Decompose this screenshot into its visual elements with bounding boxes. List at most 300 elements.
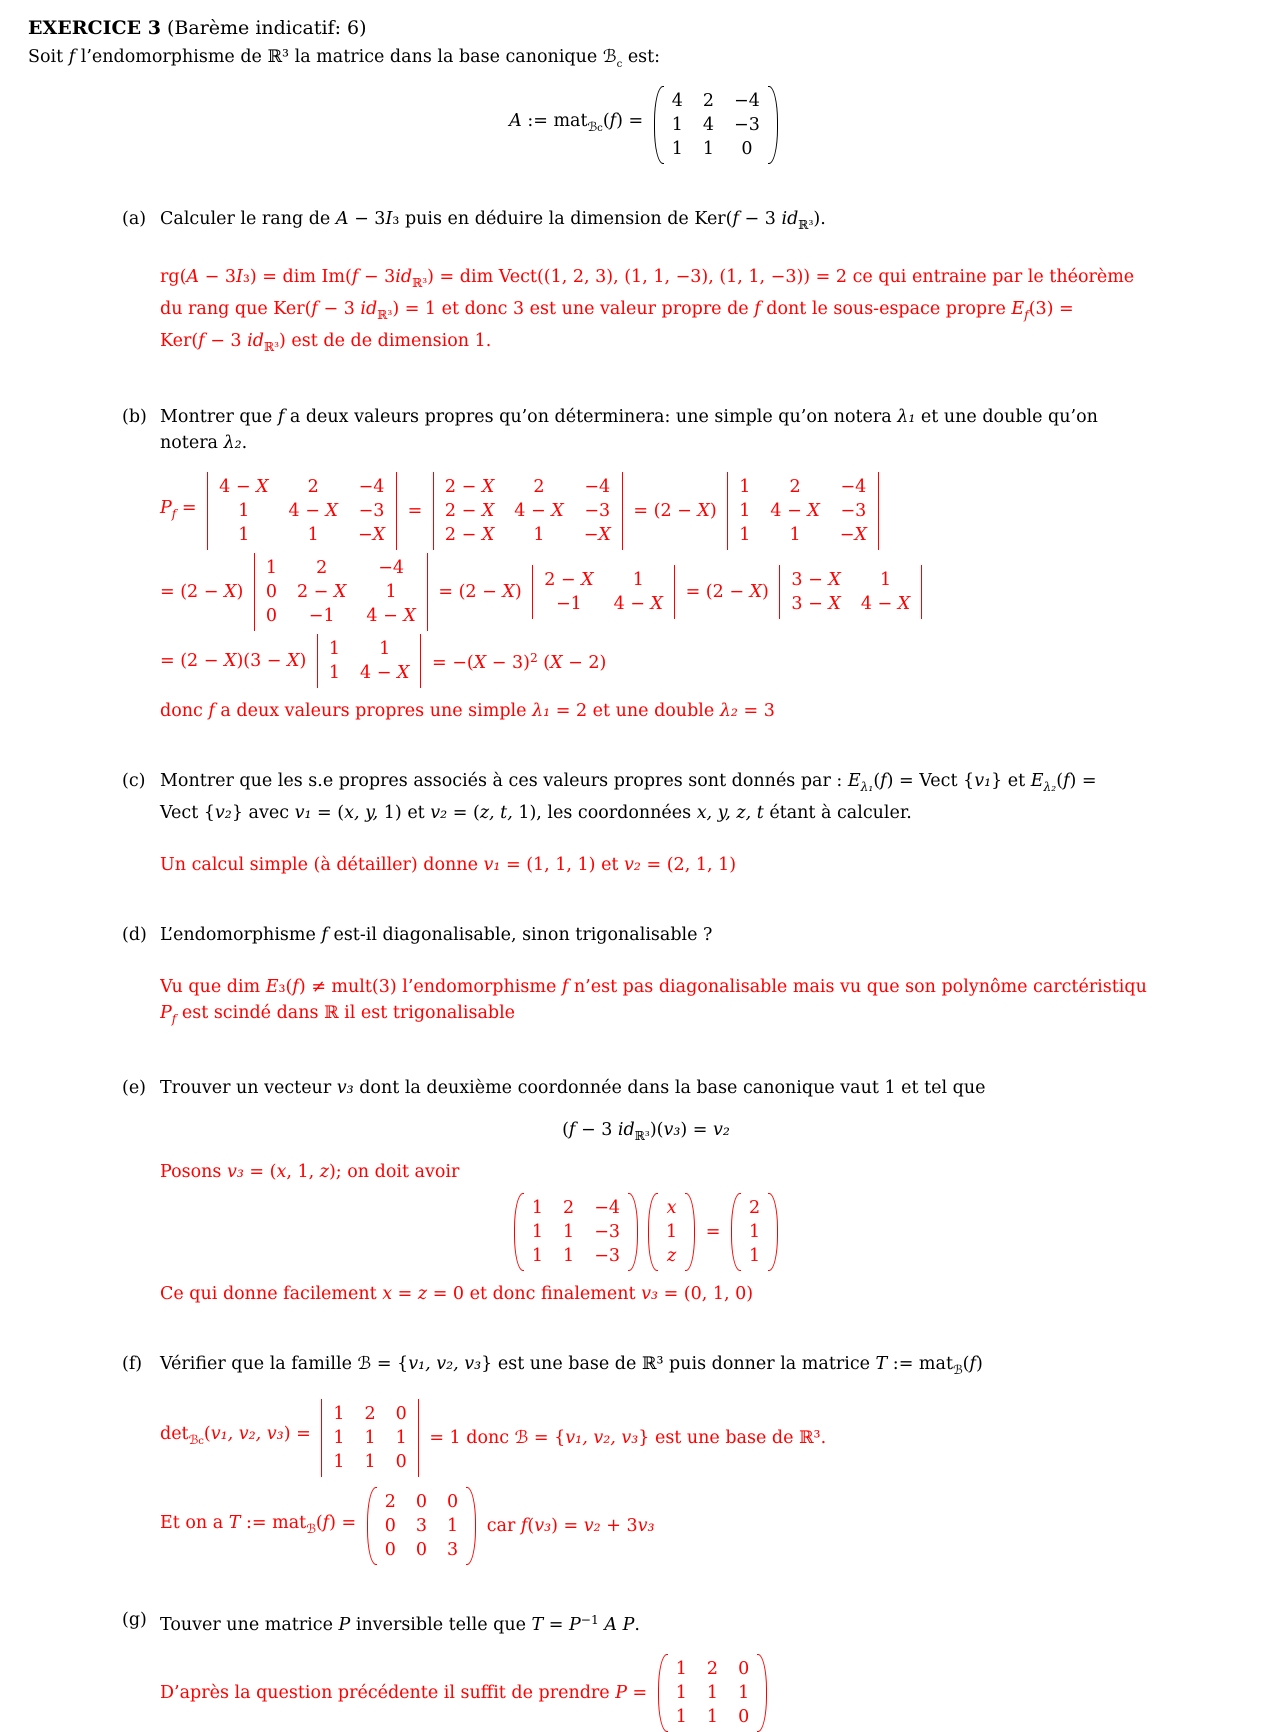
item-label-a: (a) xyxy=(122,209,147,230)
text-segment: ℝ³ xyxy=(634,1129,650,1144)
math-run xyxy=(160,433,247,453)
text-segment: ) xyxy=(514,581,528,602)
text-segment: f xyxy=(1063,770,1070,791)
answer-e-intro xyxy=(160,1159,1264,1185)
text-segment: id xyxy=(395,266,413,287)
text-segment: ( xyxy=(962,1354,970,1375)
equation-line xyxy=(160,1399,1264,1477)
left-paren xyxy=(654,86,664,164)
matrix-cell: −3 xyxy=(358,500,385,521)
math-run xyxy=(562,1117,730,1149)
text-segment: ₃ xyxy=(278,976,286,997)
answer-e-conclusion xyxy=(160,1281,1264,1307)
text-segment: ) = xyxy=(680,1120,713,1141)
right-paren xyxy=(685,1193,695,1271)
matrix-cell: 1 xyxy=(379,638,391,659)
text-line xyxy=(160,922,1264,948)
matrix-cell: 1 xyxy=(238,500,250,521)
text-segment: rg( xyxy=(160,266,187,287)
text-segment: = xyxy=(700,1222,726,1243)
text-segment: ( xyxy=(285,976,293,997)
text-segment: = 2 et une double xyxy=(550,700,720,721)
text-segment: ) xyxy=(762,581,775,602)
text-segment: − 3 xyxy=(348,209,386,230)
matrix-cell: 2 xyxy=(706,1659,719,1680)
text-segment: X xyxy=(473,653,487,674)
matrix-cell: 1 xyxy=(706,1683,719,1704)
text-segment: v₁, v₂, v₃ xyxy=(565,1428,639,1449)
determinant-D2 xyxy=(433,472,623,550)
item-body xyxy=(160,1075,1264,1101)
text-segment: a deux valeurs propres une simple xyxy=(214,700,533,721)
text-segment: = (2, 1, 1) xyxy=(640,854,737,875)
text-segment: ) = dim Vect((1, 2, 3), (1, 1, −3), (1, 1, −3)) = 2 ce qui entraine par le théorème xyxy=(427,266,1135,287)
text-line xyxy=(160,1281,1264,1307)
answer-a xyxy=(160,264,1264,360)
answer-d xyxy=(160,974,1264,1032)
text-segment: ) = Vect { xyxy=(886,770,975,791)
text-segment: f xyxy=(732,209,739,230)
text-segment: E xyxy=(265,976,279,997)
matrix-cell: −1 xyxy=(308,605,335,626)
matrix-cell: 2 xyxy=(316,557,328,578)
text-segment: ) xyxy=(299,650,312,671)
determinant-D3 xyxy=(727,472,879,550)
text-segment: 1), les coordonnées xyxy=(512,802,697,823)
matrix-cell: 4 − X xyxy=(860,593,911,614)
text-segment: f xyxy=(208,700,215,721)
text-segment: z xyxy=(319,1162,329,1183)
text-segment: Trouver un vecteur xyxy=(160,1078,337,1099)
text-segment: ₃ xyxy=(242,266,250,287)
text-segment: ℬ xyxy=(952,1363,963,1378)
text-segment: − 3 xyxy=(317,298,361,319)
matrix-cell: 4 − X xyxy=(360,662,410,683)
eq-f-T xyxy=(160,1487,1264,1565)
equation-line xyxy=(28,1193,1264,1271)
matrix-cell: 1 xyxy=(364,1428,376,1449)
text-segment: Montrer que les s.e propres associés à ces valeurs propres sont donnés par : xyxy=(160,770,848,791)
equation-line xyxy=(160,472,1264,550)
text-segment: ( xyxy=(1056,770,1064,791)
text-segment: v₃ xyxy=(637,1516,655,1537)
math-run xyxy=(160,1421,316,1455)
text-segment: ) = xyxy=(551,1516,584,1537)
text-segment: dont le sous-espace propre xyxy=(760,298,1012,319)
math-run xyxy=(160,1002,516,1026)
text-line xyxy=(160,800,1264,826)
matrix-cell: 4 − X xyxy=(770,500,820,521)
text-line xyxy=(28,44,1264,78)
matrix-cell: 0 xyxy=(395,1404,407,1425)
text-segment: f xyxy=(568,1120,576,1141)
text-segment: } est une base de ℝ³ puis donner la matrice xyxy=(481,1354,876,1375)
text-segment: = (2 − xyxy=(160,650,224,671)
text-segment: )( xyxy=(649,1120,664,1141)
item-body xyxy=(160,404,1264,456)
determinant-D7 xyxy=(317,634,422,688)
text-line xyxy=(160,206,1264,238)
math-run xyxy=(160,298,1074,322)
matrix-cell: 2 − X xyxy=(444,500,495,521)
intro xyxy=(28,44,1264,78)
math-run xyxy=(160,1510,362,1542)
text-segment: ( xyxy=(315,1513,323,1534)
item-g xyxy=(122,1607,1264,1638)
text-segment: ℝ³ xyxy=(263,339,280,354)
matrix-cell: 0 xyxy=(384,1540,396,1561)
matrix-cell: 4 − X xyxy=(288,500,338,521)
text-segment: inversible telle que xyxy=(350,1615,532,1636)
text-segment: T xyxy=(531,1615,544,1636)
text-segment: I xyxy=(235,266,243,287)
text-segment: Vect { xyxy=(160,802,215,823)
matrix-cell: −1 xyxy=(556,593,582,614)
text-segment: = ( xyxy=(311,802,345,823)
text-segment: id xyxy=(360,298,378,319)
matrix-cell: 1 xyxy=(238,524,250,545)
text-segment: ℬ xyxy=(602,47,617,67)
text-segment: I xyxy=(385,209,393,230)
math-run xyxy=(628,498,722,524)
text-segment: f xyxy=(171,1011,177,1026)
text-segment: f xyxy=(277,406,285,427)
matrix-P xyxy=(658,1654,767,1732)
item-label-c: (c) xyxy=(122,770,146,791)
text-segment: ) = xyxy=(283,1424,317,1445)
matrix-cell: 4 xyxy=(671,91,683,112)
text-segment: A xyxy=(509,111,522,132)
text-segment: v₃ xyxy=(663,1120,681,1141)
text-segment: 1) et xyxy=(378,802,431,823)
text-segment: f xyxy=(880,770,887,791)
math-run xyxy=(160,209,826,232)
matrix-cell: 2 − X xyxy=(444,476,495,497)
matrix-cell: 1 xyxy=(671,115,683,136)
matrix-cell: 0 xyxy=(738,1707,750,1728)
text-segment: ( xyxy=(203,1424,211,1445)
matrix-cell: 1 xyxy=(789,524,801,545)
text-segment: ). xyxy=(813,209,826,230)
text-segment: ( xyxy=(873,770,881,791)
text-segment: T xyxy=(875,1354,888,1375)
text-segment: = (2 − xyxy=(432,581,503,602)
text-segment: n’est pas diagonalisable mais vu que son polynôme carctéristiqu xyxy=(568,976,1147,997)
text-segment: puis en déduire la dimension de Ker( xyxy=(399,209,733,230)
text-segment: id xyxy=(247,330,264,351)
answer-b-conclusion xyxy=(160,698,1264,724)
text-segment: ) xyxy=(236,581,249,602)
text-segment: X xyxy=(550,653,563,674)
matrix-cell: 1 xyxy=(675,1659,687,1680)
text-segment: det xyxy=(160,1424,189,1445)
matrix-cell: 1 xyxy=(265,557,277,578)
text-line xyxy=(160,404,1264,430)
eq-e xyxy=(28,1117,1264,1149)
determinant-D4 xyxy=(254,553,428,631)
text-segment: ) xyxy=(709,500,723,521)
matrix-cell: −4 xyxy=(358,476,385,497)
matrix-cell: 1 xyxy=(563,1246,575,1267)
text-segment: = (1, 1, 1) et xyxy=(500,854,625,875)
text-segment: ℬ xyxy=(188,1433,199,1448)
text-segment: = ( xyxy=(447,802,480,823)
exercise-content xyxy=(28,44,1264,1732)
math-run xyxy=(481,1513,654,1539)
text-segment: c xyxy=(198,1436,204,1448)
text-segment: du rang que Ker( xyxy=(160,298,312,319)
matrix-cell: 0 xyxy=(741,139,753,160)
matrix-cell: 1 xyxy=(333,1404,345,1425)
text-segment: f xyxy=(198,330,205,351)
text-segment: ) = dim Im( xyxy=(249,266,352,287)
text-line xyxy=(160,328,1264,360)
item-label-g: (g) xyxy=(122,1610,147,1631)
matrix-cell: 3 − X xyxy=(791,569,841,590)
text-segment: est scindé dans ℝ il est trigonalisable xyxy=(176,1002,516,1023)
matrix-cell: 0 xyxy=(384,1516,396,1537)
text-segment: c xyxy=(597,123,603,135)
eq-f-det xyxy=(160,1399,1264,1477)
text-segment: id xyxy=(617,1120,635,1141)
equation-line xyxy=(160,1654,1264,1732)
text-segment: ℝ³ xyxy=(377,307,393,322)
text-segment: x, y, z, t xyxy=(696,802,764,823)
matrix-cell: −3 xyxy=(840,500,867,521)
left-paren xyxy=(731,1193,741,1271)
text-segment: ( xyxy=(537,653,551,674)
text-segment: A xyxy=(604,1615,618,1636)
eq-e-system xyxy=(28,1193,1264,1271)
text-segment: ( xyxy=(527,1516,535,1537)
matrix-cell: 2 xyxy=(748,1198,761,1219)
math-run xyxy=(160,925,712,945)
matrix-cell: 1 xyxy=(533,524,545,545)
text-segment: est-il diagonalisable, sinon trigonalisable ? xyxy=(327,924,713,945)
matrix-A xyxy=(654,86,778,164)
matrix-cell: −3 xyxy=(594,1246,620,1267)
math-run xyxy=(700,1219,726,1245)
math-run xyxy=(160,495,202,527)
text-segment: A xyxy=(335,209,349,230)
left-paren xyxy=(648,1193,658,1271)
text-segment: ( xyxy=(602,111,610,132)
text-segment: f xyxy=(561,976,569,997)
text-segment: X xyxy=(223,581,237,602)
text-segment: } et xyxy=(991,770,1031,791)
text-segment: P xyxy=(615,1683,627,1704)
matrix-cell: 1 xyxy=(706,1707,719,1728)
matrix-cell: 2 xyxy=(533,476,545,497)
text-segment: . xyxy=(634,1615,640,1636)
text-segment: 2 xyxy=(529,651,538,666)
math-run xyxy=(160,1162,459,1182)
matrix-cell: 1 xyxy=(333,1452,345,1473)
text-segment: = ( xyxy=(243,1162,277,1183)
eq-g-P xyxy=(160,1654,1264,1732)
matrix-cell: 4 − X xyxy=(613,593,664,614)
matrix-cell: 4 xyxy=(702,115,715,136)
matrix-cell: −4 xyxy=(378,557,404,578)
text-segment: v₂ xyxy=(624,854,641,875)
matrix-cell: 1 xyxy=(738,1683,750,1704)
text-segment: x xyxy=(382,1284,393,1305)
text-segment: Ce qui donne facilement xyxy=(160,1284,383,1305)
matrix-bcol xyxy=(731,1193,778,1271)
item-body xyxy=(160,768,1264,826)
text-segment: f xyxy=(520,1516,528,1537)
matrix-cell: −4 xyxy=(840,476,867,497)
math-run xyxy=(433,579,527,605)
determinant-D6 xyxy=(779,565,922,619)
right-paren xyxy=(466,1487,476,1565)
item-e xyxy=(122,1075,1264,1101)
matrix-cell: −4 xyxy=(594,1198,620,1219)
text-segment: L’endomorphisme xyxy=(160,924,322,945)
text-segment: E xyxy=(1011,298,1025,319)
text-segment: X xyxy=(749,581,763,602)
text-segment: Montrer que xyxy=(160,406,278,427)
matrix-cell: 0 xyxy=(415,1492,428,1513)
text-segment: donc xyxy=(160,700,209,721)
text-segment: dont la deuxième coordonnée dans la base canonique vaut 1 et tel que xyxy=(353,1078,986,1099)
text-segment: v₁, v₂, v₃ xyxy=(408,1354,482,1375)
text-segment: P xyxy=(569,1615,581,1636)
text-segment: } avec xyxy=(231,802,295,823)
text-segment: Ker( xyxy=(160,330,199,351)
text-segment: A xyxy=(186,266,200,287)
math-run xyxy=(160,648,312,674)
text-segment: = xyxy=(176,497,203,518)
text-segment: f xyxy=(292,976,299,997)
text-segment: = xyxy=(543,1615,569,1636)
matrix-cell: 0 xyxy=(265,581,277,602)
text-segment: x xyxy=(276,1162,287,1183)
text-segment: λ₂ xyxy=(719,700,738,721)
text-segment: = (0, 1, 0) xyxy=(658,1284,754,1305)
matrix-Ae xyxy=(514,1193,638,1271)
text-segment: f xyxy=(171,506,177,521)
text-line xyxy=(160,296,1264,328)
matrix-cell: −3 xyxy=(734,115,760,136)
text-segment: = xyxy=(392,1284,418,1305)
matrix-cell: x xyxy=(666,1198,677,1219)
text-segment: − 3 xyxy=(575,1120,618,1141)
text-segment: f xyxy=(609,111,617,132)
item-label-f: (f) xyxy=(122,1354,143,1375)
matrix-cell: 1 xyxy=(531,1246,544,1267)
text-segment: ); on doit avoir xyxy=(328,1162,460,1183)
text-segment: z xyxy=(417,1284,428,1305)
determinant-D1 xyxy=(207,472,397,550)
math-run xyxy=(160,1078,985,1098)
text-segment: , 1, xyxy=(286,1162,320,1183)
text-segment: λ₁ xyxy=(532,700,551,721)
document-page xyxy=(28,14,1264,1732)
text-segment: v₁ xyxy=(974,770,992,791)
matrix-cell: 1 xyxy=(307,524,319,545)
text-segment: = 1 donc ℬ = { xyxy=(423,1428,566,1449)
text-segment: v₃ xyxy=(226,1162,244,1183)
text-segment: = (2 − xyxy=(160,581,224,602)
matrix-cell: 2 xyxy=(364,1404,376,1425)
exercise-bareme: (Barème indicatif: 6) xyxy=(160,17,367,39)
matrix-cell: 4 − X xyxy=(366,605,416,626)
math-run xyxy=(402,498,428,524)
matrix-cell: 4 − X xyxy=(219,476,269,497)
matrix-cell: −4 xyxy=(584,476,611,497)
matrix-cell: 3 xyxy=(447,1540,459,1561)
text-segment: ) = 1 et donc 3 est une valeur propre de xyxy=(392,298,755,319)
text-segment: ( xyxy=(562,1120,569,1141)
matrix-cell: 1 xyxy=(739,524,751,545)
text-segment: P xyxy=(622,1615,635,1636)
text-segment: notera xyxy=(160,432,224,453)
text-segment: = (2 − xyxy=(680,581,750,602)
determinant-DB xyxy=(321,1399,418,1477)
text-segment: x, y, xyxy=(344,802,379,823)
equation-line xyxy=(160,553,1264,631)
text-segment: = 3 xyxy=(737,700,775,721)
item-label-b: (b) xyxy=(122,406,147,427)
exercise-number: EXERCICE 3 xyxy=(28,17,161,39)
matrix-cell: 0 xyxy=(738,1659,750,1680)
right-paren xyxy=(628,1193,638,1271)
text-segment: + 3 xyxy=(600,1516,638,1537)
text-segment: Un calcul simple (à détailler) donne xyxy=(160,854,484,875)
text-segment: λ₁ xyxy=(860,779,874,794)
text-segment: D’après la question précédente il suffit de prendre xyxy=(160,1683,616,1704)
left-paren xyxy=(514,1193,524,1271)
matrix-cell: 4 − X xyxy=(514,500,564,521)
text-line xyxy=(160,768,1264,800)
text-line xyxy=(160,1607,1264,1638)
matrix-cell: 1 xyxy=(702,139,715,160)
left-paren xyxy=(658,1654,668,1732)
text-segment: ) xyxy=(975,1354,983,1375)
math-run xyxy=(426,645,606,676)
math-run xyxy=(160,579,249,605)
text-segment: ) = xyxy=(1069,770,1097,791)
text-segment: f xyxy=(322,1513,330,1534)
text-line xyxy=(160,1351,1264,1383)
matrix-cell: 1 xyxy=(328,638,341,659)
matrix-cell: 1 xyxy=(632,569,644,590)
text-segment: := mat xyxy=(887,1354,953,1375)
matrix-cell: 2 xyxy=(307,476,319,497)
matrix-cell: −X xyxy=(357,524,386,545)
math-run xyxy=(680,579,774,605)
matrix-cell: 1 xyxy=(671,139,683,160)
text-segment: −1 xyxy=(580,1613,599,1628)
text-segment: P xyxy=(160,1002,172,1023)
matrix-cell: z xyxy=(666,1246,677,1267)
text-segment: Posons xyxy=(160,1162,227,1183)
math-run xyxy=(160,1354,983,1378)
matrix-cell: 1 xyxy=(748,1246,761,1267)
matrix-cell: 1 xyxy=(531,1198,544,1219)
matrix-cell: 2 xyxy=(563,1198,575,1219)
text-segment: f xyxy=(321,924,328,945)
matrix-cell: 1 xyxy=(675,1683,687,1704)
math-run xyxy=(424,1425,826,1451)
matrix-cell: 2 − X xyxy=(296,581,347,602)
text-segment: λ₂ xyxy=(223,432,242,453)
text-segment: = (2 − xyxy=(627,500,698,521)
text-segment: et une double qu’on xyxy=(915,406,1098,427)
text-segment: f xyxy=(68,47,76,67)
text-line xyxy=(160,264,1264,296)
